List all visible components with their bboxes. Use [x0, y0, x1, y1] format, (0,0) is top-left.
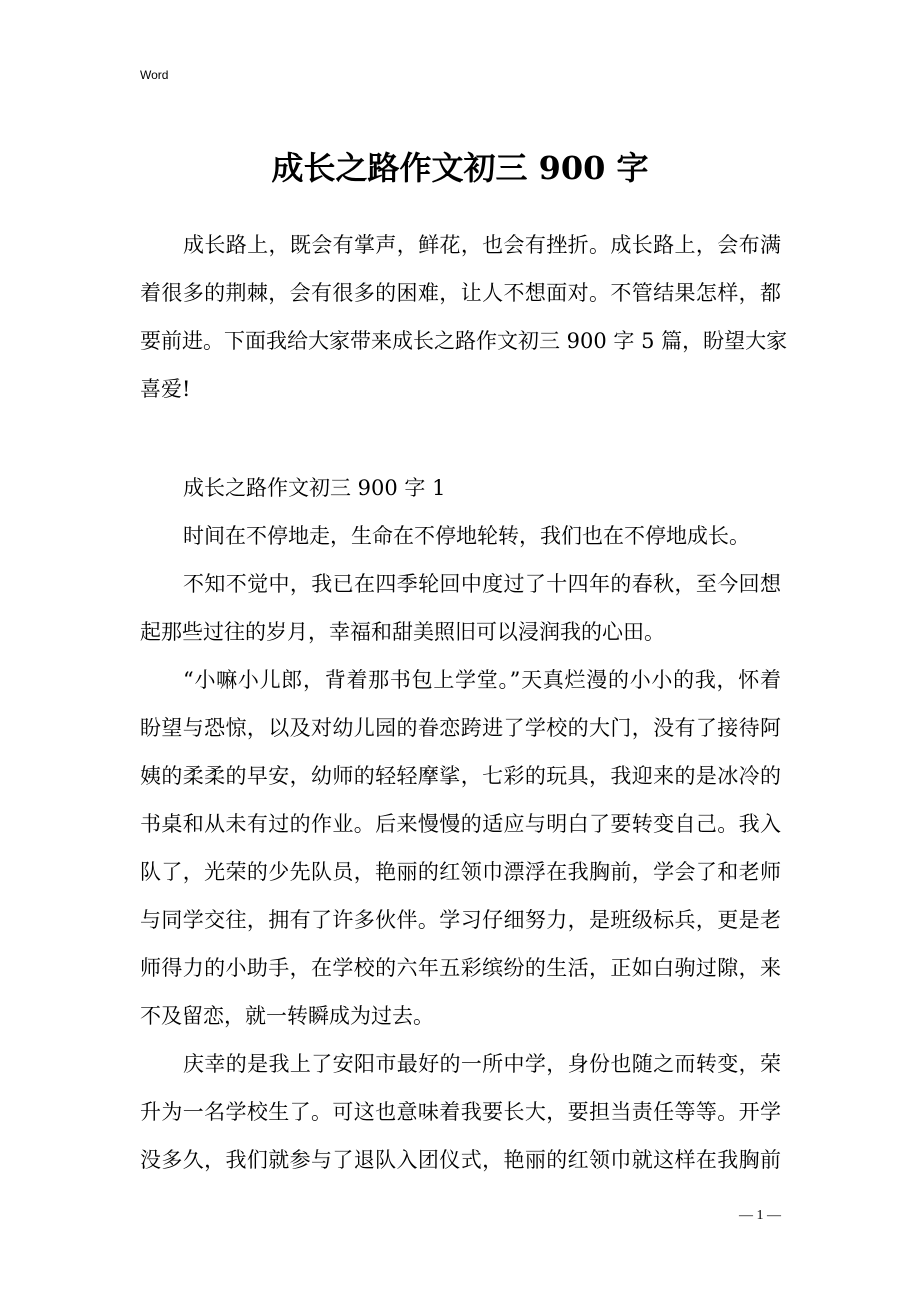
text-line: 姨的柔柔的早安，幼师的轻轻摩挲，七彩的玩具，我迎来的是冰冷的	[140, 764, 781, 788]
text-line: 不及留恋，就一转瞬成为过去。	[140, 1004, 434, 1028]
essay-paragraph	[140, 512, 781, 560]
text-line: 成长路上，既会有掌声，鲜花，也会有挫折。成长路上，会布满	[183, 233, 781, 257]
essay-paragraph	[140, 1040, 781, 1184]
text-line: 书桌和从未有过的作业。后来慢慢的适应与明白了要转变自己。我入	[140, 812, 781, 836]
text-line: 庆幸的是我上了安阳市最好的一所中学，身份也随之而转变，荣	[183, 1052, 781, 1076]
text-line: 与同学交往，拥有了许多伙伴。学习仔细努力，是班级标兵，更是老	[140, 908, 781, 932]
document-body	[140, 221, 788, 1184]
text-line: 要前进。下面我给大家带来成长之路作文初三 900 字 5 篇，盼望大家	[140, 329, 788, 353]
text-line: 不知不觉中，我已在四季轮回中度过了十四年的春秋，至今回想	[183, 572, 781, 596]
text-line: 时间在不停地走，生命在不停地轮转，我们也在不停地成长。	[183, 524, 750, 548]
text-line: 师得力的小助手，在学校的六年五彩缤纷的生活，正如白驹过隙，来	[140, 956, 781, 980]
document-title: 成长之路作文初三 900 字	[271, 149, 649, 187]
text-line: 喜爱!	[140, 377, 191, 401]
essay-paragraphs	[140, 512, 781, 1184]
text-line: 着很多的荆棘，会有很多的困难，让人不想面对。不管结果怎样，都	[140, 281, 781, 305]
text-line: 队了，光荣的少先队员，艳丽的红领巾漂浮在我胸前，学会了和老师	[140, 860, 781, 884]
essay-paragraph	[140, 560, 781, 656]
text-line: 起那些过往的岁月，幸福和甜美照旧可以浸润我的心田。	[140, 620, 665, 644]
essay-paragraph	[140, 656, 781, 1040]
text-line: “小嘛小儿郎，背着那书包上学堂。”天真烂漫的小小的我，怀着	[183, 668, 781, 692]
text-line: 没多久，我们就参与了退队入团仪式，艳丽的红领巾就这样在我胸前	[140, 1148, 781, 1172]
text-line: 盼望与恐惊，以及对幼儿园的眷恋跨进了学校的大门，没有了接待阿	[140, 716, 781, 740]
section-heading: 成长之路作文初三 900 字 1	[183, 476, 446, 500]
text-line: 升为一名学校生了。可这也意味着我要长大，要担当责任等等。开学	[140, 1100, 781, 1124]
page-number: — 1 —	[739, 1208, 781, 1223]
intro-paragraph	[140, 221, 788, 413]
header-label: Word	[140, 68, 169, 82]
